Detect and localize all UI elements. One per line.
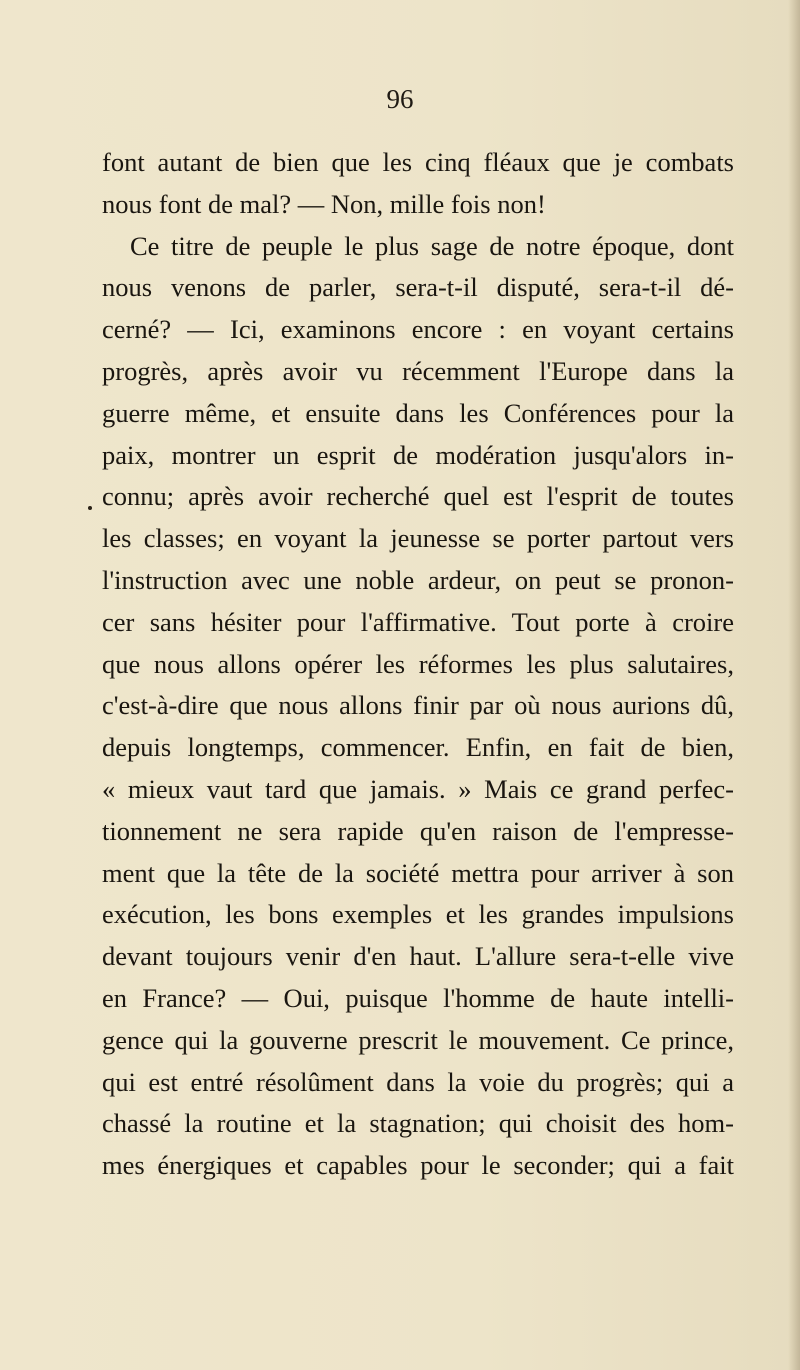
text-line: tionnement ne sera rapide qu'en raison de l'empresse- bbox=[102, 815, 734, 846]
text-line: « mieux vaut tard que jamais. » Mais ce grand perfec- bbox=[102, 773, 734, 804]
text-line: font autant de bien que les cinq fléaux que je combats bbox=[102, 147, 734, 177]
page-edge-shadow bbox=[788, 0, 800, 1370]
body-text bbox=[102, 142, 734, 1187]
text-line: devant toujours venir d'en haut. L'allure sera-t-elle vive bbox=[102, 941, 734, 972]
text-line: ment que la tête de la société mettra pour arriver à son bbox=[102, 857, 734, 888]
text-line: paix, montrer un esprit de modération jusqu'alors in- bbox=[102, 439, 734, 470]
text-line: nous venons de parler, sera-t-il disputé, sera-t-il dé- bbox=[102, 272, 734, 303]
text-line: progrès, après avoir vu récemment l'Europe dans la bbox=[102, 355, 734, 386]
text-line: l'instruction avec une noble ardeur, on peut se pronon- bbox=[102, 564, 734, 595]
text-line: chassé la routine et la stagnation; qui choisit des hom- bbox=[102, 1108, 734, 1139]
text-line: les classes; en voyant la jeunesse se porter partout vers bbox=[102, 523, 734, 554]
text-line: gence qui la gouverne prescrit le mouvement. Ce prince, bbox=[102, 1024, 734, 1055]
text-line: nous font de mal? — Non, mille fois non! bbox=[102, 188, 546, 219]
text-line: exécution, les bons exemples et les grandes impulsions bbox=[102, 899, 734, 930]
text-line: Ce titre de peuple le plus sage de notre époque, dont bbox=[130, 230, 734, 261]
text-line: cerné? — Ici, examinons encore : en voyant certains bbox=[102, 314, 734, 345]
margin-mark bbox=[88, 506, 92, 510]
text-line: en France? — Oui, puisque l'homme de haute intelli- bbox=[102, 982, 734, 1013]
page-number: 96 bbox=[386, 84, 414, 114]
text-line: connu; après avoir recherché quel est l'esprit de toutes bbox=[102, 481, 734, 512]
text-line: guerre même, et ensuite dans les Conférences pour la bbox=[102, 397, 734, 428]
text-line: qui est entré résolûment dans la voie du progrès; qui a bbox=[102, 1066, 734, 1097]
text-line: depuis longtemps, commencer. Enfin, en fait de bien, bbox=[102, 732, 734, 763]
text-line: mes énergiques et capables pour le seconder; qui a fait bbox=[102, 1150, 734, 1181]
text-line: que nous allons opérer les réformes les plus salutaires, bbox=[102, 648, 734, 679]
text-line: c'est-à-dire que nous allons finir par où nous aurions dû, bbox=[102, 690, 734, 721]
text-line: cer sans hésiter pour l'affirmative. Tout porte à croire bbox=[102, 606, 734, 637]
